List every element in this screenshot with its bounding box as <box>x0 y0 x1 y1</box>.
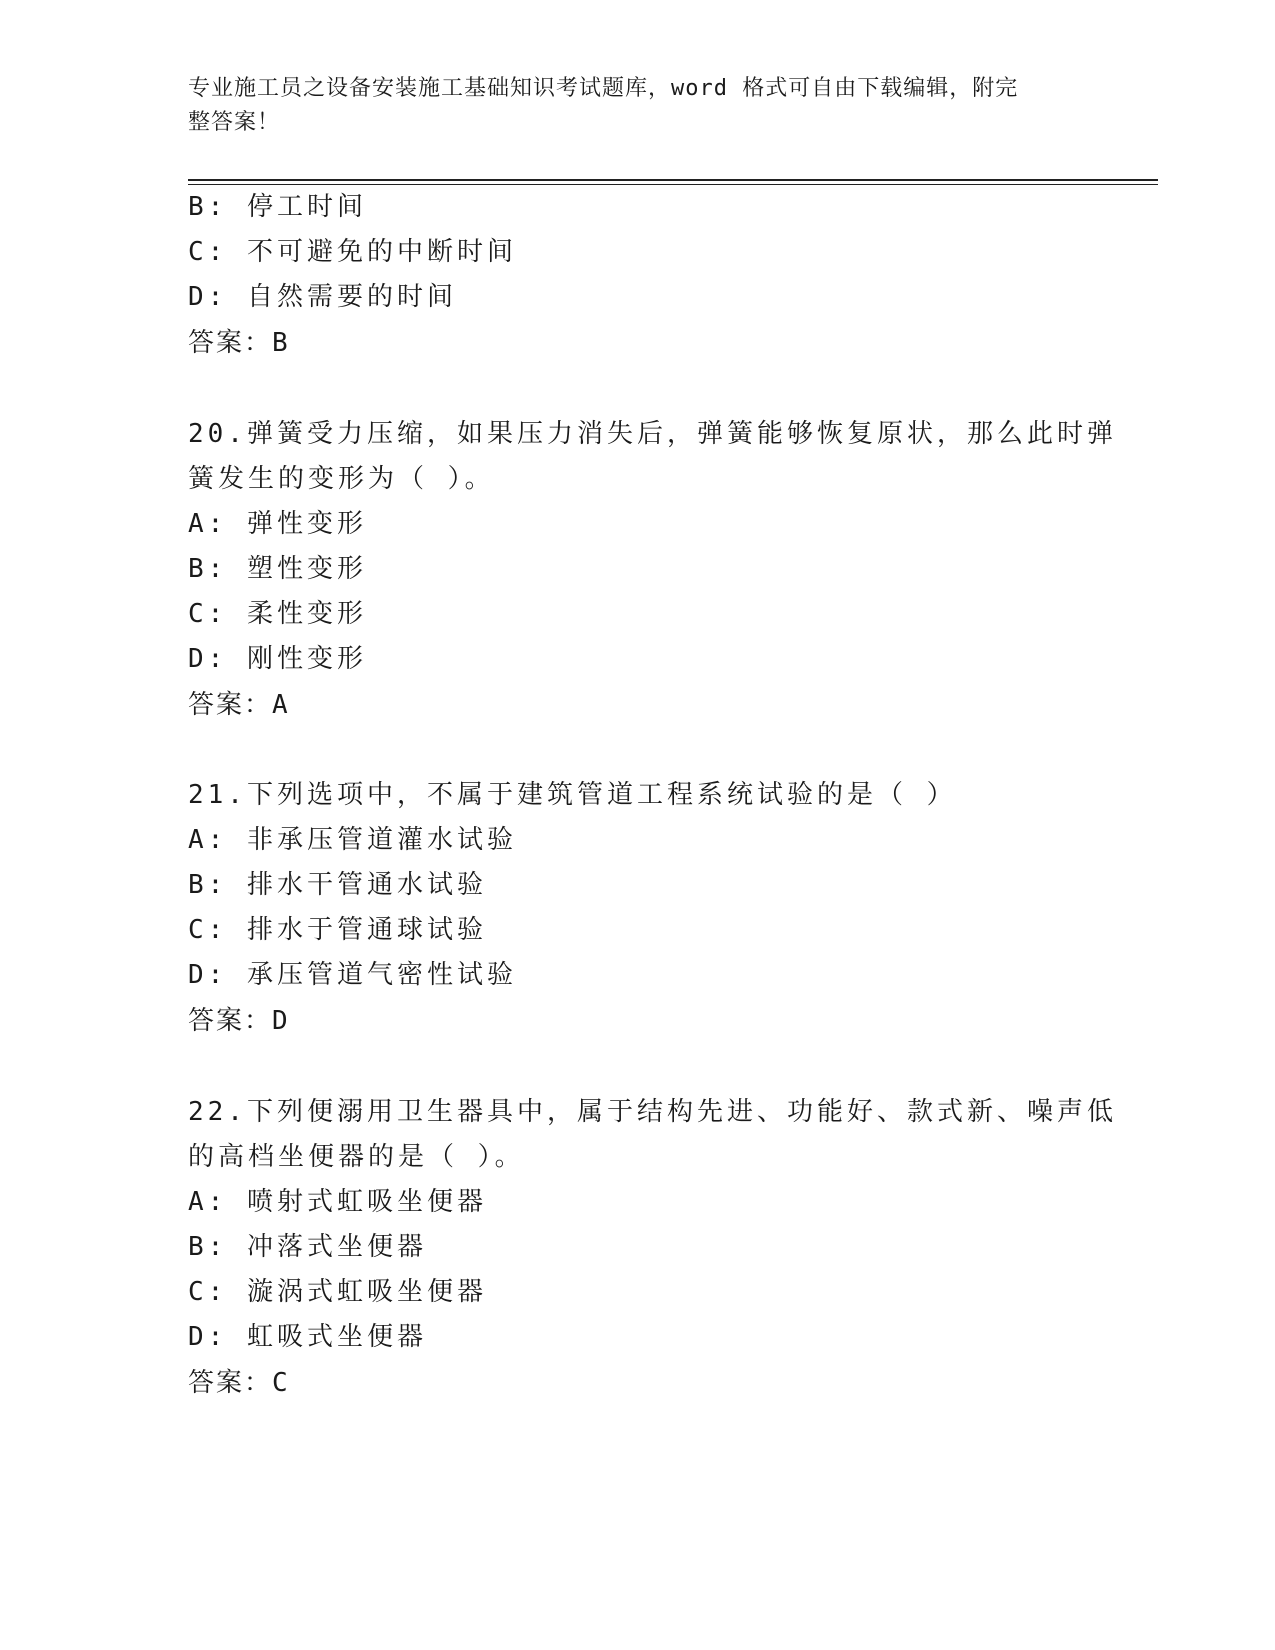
q20-answer: 答案：A <box>188 690 290 720</box>
q22-option-a: A: 喷射式虹吸坐便器 <box>188 1187 487 1217</box>
q20-option-a: A: 弹性变形 <box>188 509 367 539</box>
q22-stem-line-2: 的高档坐便器的是（ ）。 <box>188 1142 525 1172</box>
q22-option-b: B: 冲落式坐便器 <box>188 1232 427 1262</box>
q22-stem-line-1: 22.下列便溺用卫生器具中，属于结构先进、功能好、款式新、噪声低 <box>188 1097 1117 1127</box>
q22-option-c: C: 漩涡式虹吸坐便器 <box>188 1277 487 1307</box>
q21-answer: 答案：D <box>188 1006 290 1036</box>
q20-stem-line-1: 20.弹簧受力压缩，如果压力消失后，弹簧能够恢复原状，那么此时弹 <box>188 419 1117 449</box>
header-divider-thick <box>188 179 1158 181</box>
header-line-1: 专业施工员之设备安装施工基础知识考试题库，word 格式可自由下载编辑，附完 <box>188 76 1019 101</box>
q19-option-c: C: 不可避免的中断时间 <box>188 237 517 267</box>
q19-answer: 答案：B <box>188 328 290 358</box>
document-header <box>188 72 1088 140</box>
q20-option-c: C: 柔性变形 <box>188 599 367 629</box>
q20-stem-line-2: 簧发生的变形为（ ）。 <box>188 464 495 494</box>
q19-option-b: B: 停工时间 <box>188 192 367 222</box>
q21-option-c: C: 排水于管通球试验 <box>188 915 487 945</box>
q20-option-b: B: 塑性变形 <box>188 554 367 584</box>
header-divider-thin <box>188 184 1158 185</box>
q22-option-d: D: 虹吸式坐便器 <box>188 1322 427 1352</box>
q20-option-d: D: 刚性变形 <box>188 644 367 674</box>
header-line-2: 整答案！ <box>188 110 281 135</box>
q21-option-a: A: 非承压管道灌水试验 <box>188 825 517 855</box>
q19-option-d: D: 自然需要的时间 <box>188 282 457 312</box>
q21-stem-line-1: 21.下列选项中，不属于建筑管道工程系统试验的是（ ） <box>188 780 957 810</box>
q21-option-b: B: 排水干管通水试验 <box>188 870 487 900</box>
q22-answer: 答案：C <box>188 1368 290 1398</box>
q21-option-d: D: 承压管道气密性试验 <box>188 960 517 990</box>
